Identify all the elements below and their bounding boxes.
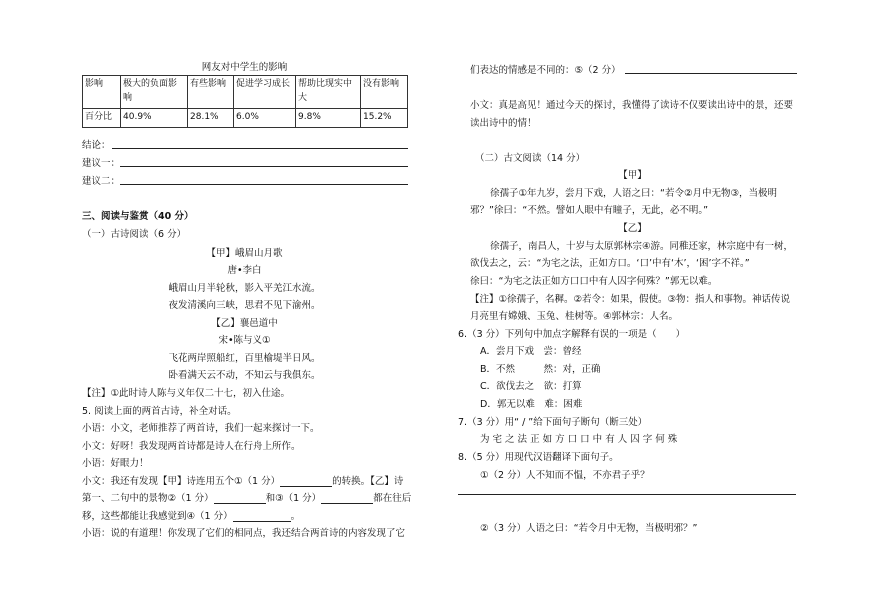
table-cell: 帮助比现实中大 <box>296 76 361 109</box>
table-cell: 有些影响 <box>188 76 234 109</box>
dialogue-line: 小语：小文，老师推荐了两首诗，我们一起来探讨一下。 <box>82 423 320 434</box>
text-yi-line: 欲伐去之，云：“为宅之法，正如方口。‘口’中有‘木’，‘困’字不祥。” <box>470 258 750 269</box>
text-yi-title: 【乙】 <box>618 223 647 234</box>
table-cell: 百分比 <box>83 109 121 128</box>
poem-note: 【注】①此时诗人陈与义年仅二十七，初入仕途。 <box>82 388 291 399</box>
blank-2[interactable] <box>214 503 266 504</box>
blank-5[interactable] <box>625 73 797 74</box>
table-cell: 促进学习成长 <box>234 76 296 109</box>
question-6: 6.（3 分）下列句中加点字解释有误的一项是（ ） <box>458 329 686 340</box>
option-a[interactable]: A．尝月下戏 尝：曾经 <box>480 346 582 357</box>
dialogue-text: 们表达的情感是不同的：⑤（2 分） <box>470 65 621 76</box>
question-8-part-2: ②（3 分）人语之曰：“若令月中无物，当极明邪？” <box>480 523 698 534</box>
poem-two-title: 【乙】襄邑道中 <box>211 318 278 329</box>
suggestion-two-answer-line[interactable] <box>120 184 408 185</box>
text-jia-line: 徐孺子①年九岁，尝月下戏，人语之曰：“若令②月中无物③，当极明 <box>490 188 777 199</box>
question-8: 8.（5 分）用现代汉语翻译下面句子。 <box>458 452 619 463</box>
dialogue-text: 第一、二句中的景物②（1 分） <box>82 493 214 504</box>
conclusion-answer-line[interactable] <box>112 148 408 149</box>
dialogue-line <box>82 473 403 487</box>
option-b[interactable]: B．不然 然：对，正确 <box>480 364 601 375</box>
dialogue-line: 小文：好呀！我发现两首诗都是诗人在行舟上所作。 <box>82 441 301 452</box>
dialogue-line: 小语：好眼力！ <box>82 458 149 469</box>
text-jia-line: 邪？”徐曰：“不然。譬如人眼中有瞳子，无此，必不明。” <box>470 205 709 216</box>
poem-one-author: 唐•李白 <box>227 265 262 276</box>
blank-4[interactable] <box>233 521 291 522</box>
classical-note: 【注】①徐孺子，名穉。②若令：如果，假使。③物：指人和事物。神话传说 <box>470 294 791 305</box>
poem-two-author: 宋•陈与义① <box>218 335 271 346</box>
poem-two-line: 飞花两岸照船红，百里榆堤半日风。 <box>168 353 321 364</box>
suggestion-one-answer-line[interactable] <box>120 166 408 167</box>
dialogue-line <box>82 490 411 504</box>
dialogue-text: 的转换。【乙】诗 <box>332 476 404 487</box>
poem-two-line: 卧看满天云不动，不知云与我俱东。 <box>168 370 321 381</box>
blank-3[interactable] <box>321 503 373 504</box>
poetry-section-title: （一）古诗阅读（6 分） <box>82 229 187 240</box>
poem-one-line: 夜发清溪向三峡，思君不见下渝州。 <box>168 300 321 311</box>
table-cell: 极大的负面影响 <box>121 76 188 109</box>
classical-section-title: （二）古文阅读（14 分） <box>475 153 586 164</box>
classical-note: 月亮里有嫦娥、玉兔、桂树等。④郭林宗：人名。 <box>470 311 679 322</box>
poem-one-title: 【甲】峨眉山月歌 <box>206 248 283 259</box>
dialogue-line: 读出诗中的情！ <box>470 118 537 129</box>
dialogue-text: 。 <box>290 511 301 522</box>
dialogue-line: 小语：说的有道理！你发现了它们的相同点，我还结合两首诗的内容发现了它 <box>82 528 406 539</box>
blank-1[interactable] <box>280 486 332 487</box>
dialogue-text: 和③（1 分） <box>265 493 322 504</box>
suggestion-one-label: 建议一： <box>82 158 121 169</box>
question-8-answer-line[interactable] <box>458 494 796 495</box>
dialogue-line: 小文：真是高见！通过今天的探讨，我懂得了读诗不仅要读出诗中的景，还要 <box>470 100 794 111</box>
text-jia-title: 【甲】 <box>618 170 647 181</box>
dialogue-line <box>82 508 300 522</box>
table-cell: 28.1% <box>188 109 234 128</box>
question-7: 7.（3 分）用“ / ”给下面句子断句（断三处） <box>458 417 648 428</box>
table-cell: 9.8% <box>296 109 361 128</box>
dialogue-line <box>470 62 621 76</box>
table-title: 网友对中学生的影响 <box>201 62 288 73</box>
section-three-title: 三、阅读与鉴赏（40 分） <box>82 211 194 222</box>
table-header-row <box>83 76 408 109</box>
question-7-sentence[interactable]: 为 宅 之 法 正 如 方 口 口 中 有 人 囚 字 何 殊 <box>480 434 678 445</box>
option-d[interactable]: D．郭无以难 难：困难 <box>480 399 583 410</box>
text-yi-line: 徐孺子，南昌人，十岁与太原郭林宗④游。同稚还家，林宗庭中有一树， <box>490 241 794 252</box>
table-row <box>83 109 408 128</box>
question-8-part-1: ①（2 分）人不知而不愠，不亦君子乎？ <box>480 470 650 481</box>
conclusion-label: 结论： <box>82 140 111 151</box>
table-cell: 没有影响 <box>361 76 408 109</box>
poem-one-line: 峨眉山月半轮秋，影入平羌江水流。 <box>168 283 321 294</box>
table-cell: 40.9% <box>121 109 188 128</box>
table-cell: 影响 <box>83 76 121 109</box>
option-c[interactable]: C．欲伐去之 欲：打算 <box>480 381 582 392</box>
table-cell: 6.0% <box>234 109 296 128</box>
table-cell: 15.2% <box>361 109 408 128</box>
suggestion-two-label: 建议二： <box>82 176 121 187</box>
question-5: 5. 阅读上面的两首古诗，补全对话。 <box>82 406 237 417</box>
dialogue-text: 都在往后 <box>373 493 412 504</box>
dialogue-text: 小文：我还有发现【甲】诗连用五个①（1 分） <box>82 476 281 487</box>
text-yi-line: 徐曰：“为宅之法正如方口口中有人囚字何殊？”郭无以难。 <box>470 276 718 287</box>
dialogue-text: 移，这些都能让我感觉到④（1 分） <box>82 511 233 522</box>
survey-table <box>82 75 408 128</box>
